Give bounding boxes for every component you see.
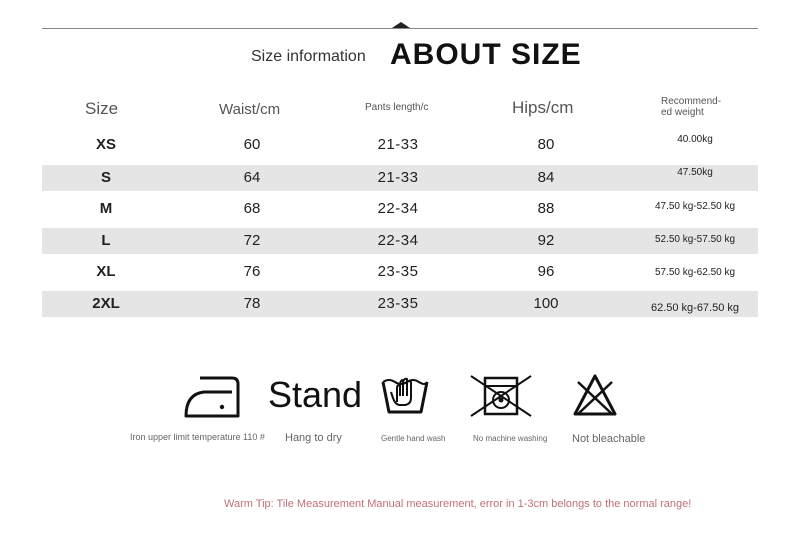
cell-waist: 60: [243, 136, 261, 153]
cell-waist: 64: [243, 169, 261, 186]
cell-hips: 96: [537, 263, 555, 280]
col-header-size: Size: [85, 99, 119, 118]
cell-pants-length: 22-34: [377, 232, 419, 249]
cell-size: M: [99, 200, 113, 217]
cell-weight: 62.50 kg-67.50 kg: [650, 302, 740, 314]
page-title: ABOUT SIZE: [390, 38, 582, 71]
cell-hips: 92: [537, 232, 555, 249]
cell-weight: 40.00kg: [677, 134, 713, 145]
cell-waist: 76: [243, 263, 261, 280]
table-row: [42, 259, 758, 285]
table-row: [42, 196, 758, 222]
cell-weight: 47.50kg: [677, 167, 713, 178]
no-bleach-label: Not bleachable: [572, 433, 646, 445]
cell-hips: 88: [537, 200, 555, 217]
size-info-subtitle: Size information: [251, 48, 366, 65]
cell-weight: 57.50 kg-62.50 kg: [654, 267, 736, 278]
top-notch-marker: [392, 22, 410, 28]
cell-weight: 52.50 kg-57.50 kg: [654, 234, 736, 245]
hand-wash-icon: [379, 372, 431, 418]
no-machine-wash-icon: [469, 374, 533, 418]
stand-label: Stand: [268, 374, 363, 415]
warm-tip-text: Warm Tip: Tile Measurement Manual measurement, error in 1-3cm belongs to the normal range!: [224, 498, 692, 510]
cell-size: XL: [96, 263, 116, 280]
cell-hips: 100: [533, 295, 559, 312]
cell-pants-length: 23-35: [377, 263, 419, 280]
cell-waist: 78: [243, 295, 261, 312]
cell-weight: 47.50 kg-52.50 kg: [654, 201, 736, 212]
no-machine-wash-label: No machine washing: [473, 434, 548, 443]
col-header-hips: Hips/cm: [512, 98, 574, 117]
hand-wash-label: Gentle hand wash: [381, 434, 446, 443]
col-header-recommended-weight: Recommend- ed weight: [661, 96, 722, 118]
hang-dry-label: Hang to dry: [285, 432, 342, 444]
cell-size: 2XL: [92, 295, 120, 312]
col-header-pants-length: Pants length/c: [365, 102, 429, 113]
iron-label: Iron upper limit temperature 110 #: [130, 432, 265, 442]
cell-pants-length: 22-34: [377, 200, 419, 217]
iron-icon: [182, 374, 244, 420]
cell-waist: 68: [243, 200, 261, 217]
col-header-waist: Waist/cm: [219, 101, 281, 118]
cell-size: S: [100, 169, 111, 186]
cell-hips: 84: [537, 169, 555, 186]
cell-pants-length: 21-33: [377, 169, 419, 186]
table-row: [42, 132, 758, 158]
cell-size: L: [101, 232, 111, 249]
cell-pants-length: 21-33: [377, 136, 419, 153]
cell-waist: 72: [243, 232, 261, 249]
cell-hips: 80: [537, 136, 555, 153]
cell-pants-length: 23-35: [377, 295, 419, 312]
no-bleach-icon: [572, 372, 618, 418]
table-row: [42, 291, 758, 317]
table-row: [42, 228, 758, 254]
cell-size: XS: [95, 136, 116, 153]
top-divider: [42, 28, 758, 29]
table-row: [42, 165, 758, 191]
